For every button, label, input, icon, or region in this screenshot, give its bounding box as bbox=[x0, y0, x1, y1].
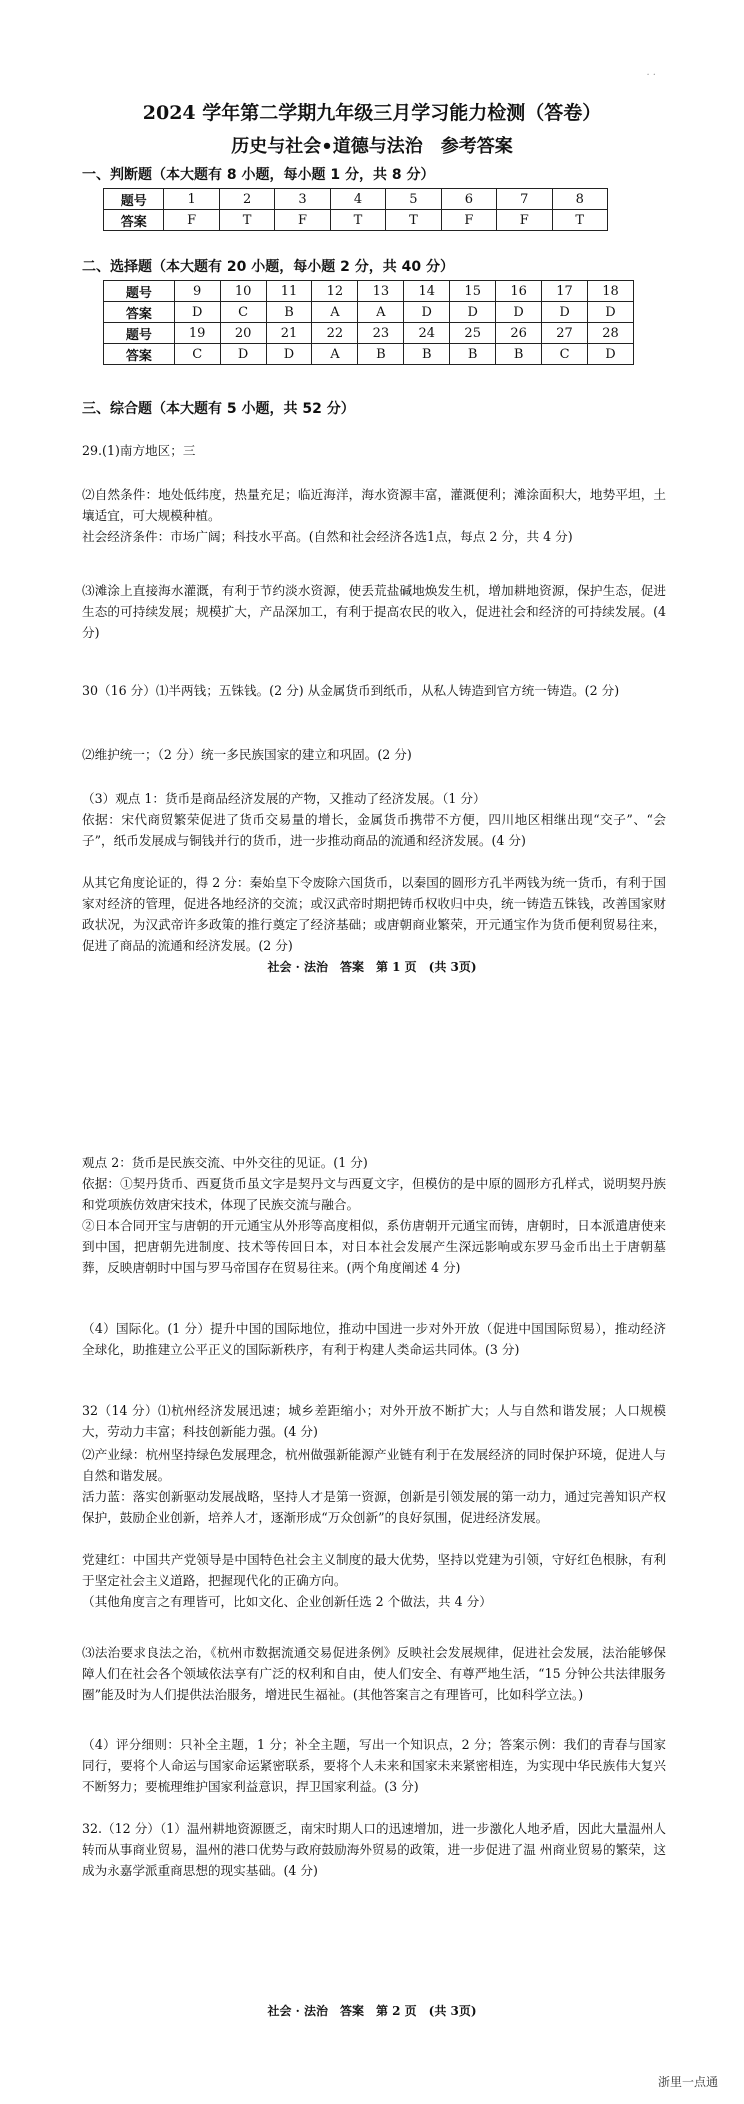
cell: 6 bbox=[441, 189, 496, 210]
cell: C bbox=[542, 344, 588, 365]
cell: D bbox=[496, 302, 542, 323]
cell: D bbox=[220, 344, 266, 365]
answer-32-2-red: 党建红：中国共产党领导是中国特色社会主义制度的最大优势，坚持以党建为引领，守好红色根脉，有利于坚定社会主义道路，把握现代化的正确方向。 bbox=[82, 1552, 666, 1588]
cell: D bbox=[542, 302, 588, 323]
source-watermark: 浙里一点通 bbox=[657, 2075, 718, 2089]
row-label: 题号 bbox=[104, 323, 175, 344]
cell: F bbox=[497, 210, 552, 231]
cell: F bbox=[441, 210, 496, 231]
scan-dots: · · bbox=[646, 70, 656, 81]
cell: T bbox=[219, 210, 274, 231]
cell: 5 bbox=[386, 189, 441, 210]
cell: D bbox=[404, 302, 450, 323]
cell: 1 bbox=[164, 189, 219, 210]
cell: B bbox=[266, 302, 312, 323]
judge-answer-table bbox=[103, 188, 608, 231]
table-row bbox=[104, 344, 634, 365]
cell: 22 bbox=[312, 323, 358, 344]
cell: A bbox=[312, 302, 358, 323]
cell: B bbox=[358, 344, 404, 365]
table-row bbox=[104, 210, 608, 231]
cell: D bbox=[588, 344, 634, 365]
cell: 19 bbox=[174, 323, 220, 344]
cell: 3 bbox=[275, 189, 330, 210]
table-row bbox=[104, 302, 634, 323]
cell: F bbox=[275, 210, 330, 231]
cell: T bbox=[386, 210, 441, 231]
answer-33-1: 32.（12 分）（1）温州耕地资源匮乏，南宋时期人口的迅速增加，进一步激化人地矛盾，因此大量温州人转而从事商业贸易，温州的港口优势与政府鼓励海外贸易的政策，进一步促进了温 州商业贸易的繁荣，这成为永嘉学派重商思想的现实基础。(4 分) bbox=[82, 1821, 666, 1878]
cell: 26 bbox=[496, 323, 542, 344]
cell: 16 bbox=[496, 281, 542, 302]
cell: D bbox=[174, 302, 220, 323]
cell: 14 bbox=[404, 281, 450, 302]
answer-30-view2-basis1: 依据：①契丹货币、西夏货币虽文字是契丹文与西夏文字，但模仿的是中原的圆形方孔样式，说明契丹族和党项族仿效唐宋技术，体现了民族交流与融合。 bbox=[82, 1176, 666, 1212]
cell: 4 bbox=[330, 189, 385, 210]
section-1-heading: 一、判断题（本大题有 8 小题，每小题 1 分，共 8 分） bbox=[82, 167, 435, 183]
answer-30-3-other: 从其它角度论证的，得 2 分：秦始皇下令废除六国货币，以秦国的圆形方孔半两钱为统一货币，有利于国家对经济的管理，促进各地经济的交流；或汉武帝时期把铸币权收归中央，统一铸造五铢钱，改善国家财政状况，为汉武帝许多政策的推行奠定了经济基础；或唐朝商业繁荣，开元通宝作为货币便利贸易往来，促进了商品的流通和经济发展。(2 分) bbox=[82, 875, 666, 953]
answer-30-1: 30（16 分）⑴半两钱；五铢钱。(2 分) 从金属货币到纸币，从私人铸造到官方统一铸造。(2 分) bbox=[82, 683, 620, 698]
answer-32-4: （4）评分细则：只补全主题，1 分；补全主题，写出一个知识点，2 分；答案示例：我们的青春与国家同行，要将个人命运与国家命运紧密联系，要将个人未来和国家未来紧密相连，为实现中华民族伟大复兴不断努力；要梳理维护国家利益意识，捍卫国家利益。(3 分) bbox=[82, 1737, 666, 1794]
page-footer: 社会 · 法治 答案 第 2 页 (共 3页) bbox=[267, 2004, 477, 2018]
cell: 15 bbox=[450, 281, 496, 302]
cell: 11 bbox=[266, 281, 312, 302]
cell: A bbox=[358, 302, 404, 323]
answer-29-2-social: 社会经济条件：市场广阔；科技水平高。(自然和社会经济各选1点，每点 2 分，共 4 分) bbox=[82, 529, 573, 544]
cell: F bbox=[164, 210, 219, 231]
cell: 18 bbox=[588, 281, 634, 302]
section-2-heading: 二、选择题（本大题有 20 小题，每小题 2 分，共 40 分） bbox=[82, 259, 454, 275]
cell: C bbox=[220, 302, 266, 323]
answer-30-3: （3）观点 1：货币是商品经济发展的产物，又推动了经济发展。（1 分） bbox=[82, 791, 486, 806]
cell: 9 bbox=[174, 281, 220, 302]
answer-30-4: （4）国际化。(1 分）提升中国的国际地位，推动中国进一步对外开放（促进中国国际贸易），推动经济全球化，助推建立公平正义的国际新秩序，有利于构建人类命运共同体。(3 分) bbox=[82, 1321, 666, 1357]
answer-32-2-note: （其他角度言之有理皆可，比如文化、企业创新任选 2 个做法，共 4 分） bbox=[82, 1594, 492, 1609]
cell: 23 bbox=[358, 323, 404, 344]
answer-30-view2: 观点 2：货币是民族交流、中外交往的见证。(1 分) bbox=[82, 1155, 368, 1170]
cell: 27 bbox=[542, 323, 588, 344]
answer-page-2 bbox=[0, 1130, 744, 2104]
cell: D bbox=[588, 302, 634, 323]
answer-29-1: 29.(1)南方地区；三 bbox=[82, 443, 196, 458]
cell: B bbox=[496, 344, 542, 365]
row-label: 题号 bbox=[104, 189, 164, 210]
answer-32-1: 32（14 分）⑴杭州经济发展迅速；城乡差距缩小；对外开放不断扩大；人与自然和谐发展；人口规模大，劳动力丰富；科技创新能力强。(4 分) bbox=[82, 1403, 666, 1439]
doc-title: 2024 学年第二学期九年级三月学习能力检测（答卷） bbox=[142, 102, 602, 124]
answer-30-2: ⑵维护统一；（2 分）统一多民族国家的建立和巩固。(2 分) bbox=[82, 747, 412, 762]
row-label: 答案 bbox=[104, 302, 175, 323]
cell: A bbox=[312, 344, 358, 365]
answer-30-3-basis: 依据：宋代商贸繁荣促进了货币交易量的增长，金属货币携带不方便，四川地区相继出现“交子”、“会子”，纸币发展成与铜钱并行的货币，进一步推动商品的流通和经济发展。(4 分) bbox=[82, 812, 666, 848]
cell: T bbox=[552, 210, 607, 231]
answer-32-2-blue: 活力蓝：落实创新驱动发展战略，坚持人才是第一资源，创新是引领发展的第一动力，通过完善知识产权保护，鼓励企业创新，培养人才，逐渐形成“万众创新”的良好氛围，促进经济发展。 bbox=[82, 1489, 666, 1525]
cell: 25 bbox=[450, 323, 496, 344]
cell: 17 bbox=[542, 281, 588, 302]
choice-answer-table bbox=[103, 280, 634, 365]
answer-30-view2-basis2: ②日本合同开宝与唐朝的开元通宝从外形等高度相似，系仿唐朝开元通宝而铸，唐朝时，日本派遣唐使来到中国，把唐朝先进制度、技术等传回日本，对日本社会发展产生深远影响或东罗马金币出土于唐朝墓葬，反映唐朝时中国与罗马帝国存在贸易往来。(两个角度阐述 4 分) bbox=[82, 1218, 666, 1275]
cell: 10 bbox=[220, 281, 266, 302]
page-footer: 社会 · 法治 答案 第 1 页 (共 3页) bbox=[267, 960, 477, 974]
row-label: 答案 bbox=[104, 344, 175, 365]
section-3-heading: 三、综合题（本大题有 5 小题，共 52 分） bbox=[82, 401, 355, 417]
cell: B bbox=[450, 344, 496, 365]
cell: 20 bbox=[220, 323, 266, 344]
cell: D bbox=[266, 344, 312, 365]
cell: D bbox=[450, 302, 496, 323]
cell: 2 bbox=[219, 189, 274, 210]
table-row bbox=[104, 281, 634, 302]
cell: 8 bbox=[552, 189, 607, 210]
table-row bbox=[104, 189, 608, 210]
table-row bbox=[104, 323, 634, 344]
answer-29-3: ⑶滩涂上直接海水灌溉，有利于节约淡水资源，使丢荒盐碱地焕发生机，增加耕地资源，保护生态，促进生态的可持续发展；规模扩大，产品深加工，有利于提高农民的收入，促进社会和经济的可持续发展。(4 分) bbox=[82, 583, 666, 640]
answer-29-2: ⑵自然条件：地处低纬度，热量充足；临近海洋，海水资源丰富，灌溉便利；滩涂面积大，地势平坦，土壤适宜，可大规模种植。 bbox=[82, 487, 666, 523]
cell: 13 bbox=[358, 281, 404, 302]
cell: 28 bbox=[588, 323, 634, 344]
cell: 7 bbox=[497, 189, 552, 210]
cell: C bbox=[174, 344, 220, 365]
doc-subtitle: 历史与社会•道德与法治 参考答案 bbox=[231, 136, 513, 157]
cell: 21 bbox=[266, 323, 312, 344]
cell: 24 bbox=[404, 323, 450, 344]
cell: 12 bbox=[312, 281, 358, 302]
row-label: 题号 bbox=[104, 281, 175, 302]
cell: B bbox=[404, 344, 450, 365]
answer-32-3: ⑶法治要求良法之治，《杭州市数据流通交易促进条例》反映社会发展规律，促进社会发展，法治能够保障人们在社会各个领域依法享有广泛的权利和自由，使人们安全、有尊严地生活，“15 分钟公共法律服务圈”能及时为人们提供法治服务，增进民生福祉。(其他答案言之有理皆可，比如科学立法。) bbox=[82, 1645, 666, 1702]
answer-32-2-green: ⑵产业绿：杭州坚持绿色发展理念，杭州做强新能源产业链有利于在发展经济的同时保护环境，促进人与自然和谐发展。 bbox=[82, 1447, 666, 1483]
row-label: 答案 bbox=[104, 210, 164, 231]
cell: T bbox=[330, 210, 385, 231]
